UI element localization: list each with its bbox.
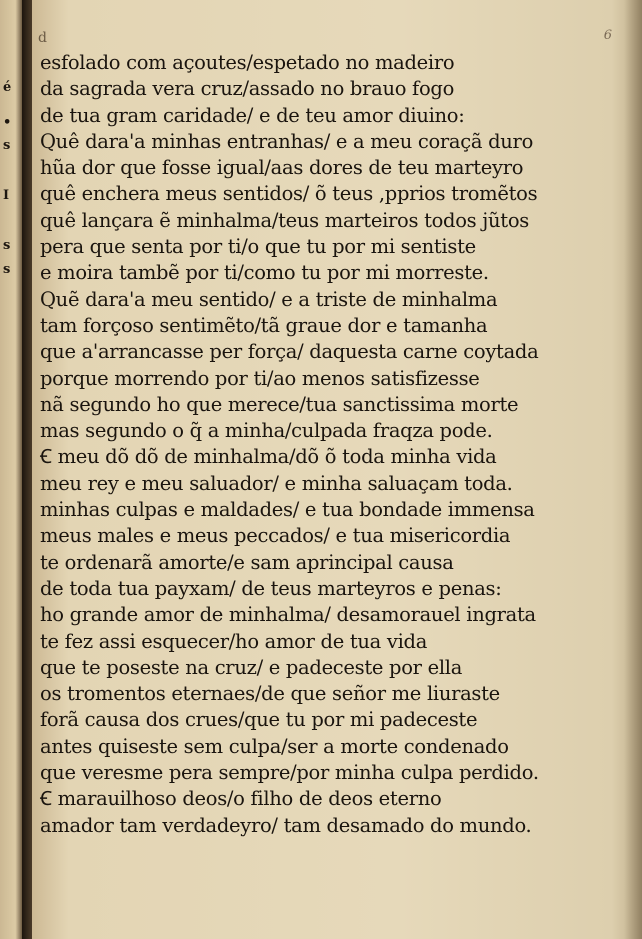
left-mark: s — [3, 262, 11, 277]
left-page-edge — [0, 0, 22, 939]
text-line: quê lançara ẽ minhalma/teus marteiros todos jũtos — [40, 208, 529, 232]
text-line: forã causa dos crues/que tu por mi padeceste — [40, 708, 478, 732]
text-line: quê enchera meus sentidos/ õ teus ,pprios tromẽtos — [40, 182, 538, 206]
text-line: de tua gram caridade/ e de teu amor diuino: — [40, 103, 465, 127]
page-corner-mark: 6 — [603, 28, 612, 43]
text-line: ho grande amor de minhalma/ desamorauel ingrata — [40, 603, 536, 627]
text-line: pera que senta por ti/o que tu por mi sentiste — [40, 235, 476, 259]
text-line: esfolado com açoutes/espetado no madeiro — [40, 51, 455, 74]
text-line: de toda tua payxam/ de teus marteyros e penas: — [40, 576, 502, 600]
left-mark: s — [3, 238, 11, 253]
text-line: Ꞓ marauilhoso deos/o filho de deos eterno — [40, 787, 442, 811]
text-block — [40, 50, 580, 839]
text-line: que veresme pera sempre/por minha culpa perdido. — [40, 761, 539, 785]
text-line: tam forçoso sentimẽto/tã graue dor e tamanha — [40, 313, 488, 337]
text-line: e moira tambẽ por ti/como tu por mi morreste. — [40, 261, 489, 285]
text-line: que te poseste na cruz/ e padeceste por ella — [40, 655, 463, 679]
left-page-marks — [0, 70, 22, 310]
text-line: minhas culpas e maldades/ e tua bondade immensa — [40, 498, 535, 522]
text-line: mas segundo o q̃ a minha/culpada fraqza pode. — [40, 419, 493, 443]
text-line: meus males e meus peccados/ e tua misericordia — [40, 524, 511, 548]
folio-mark: d — [38, 30, 47, 46]
book-gutter — [22, 0, 32, 939]
text-line: Quẽ dara'a meu sentido/ e a triste de minhalma — [40, 287, 498, 311]
text-line: meu rey e meu saluador/ e minha saluaçam toda. — [40, 471, 513, 495]
text-line: te fez assi esquecer/ho amor de tua vida — [40, 629, 428, 653]
left-mark: • — [3, 115, 12, 130]
text-line: porque morrendo por ti/ao menos satisfizesse — [40, 366, 480, 390]
text-line: da sagrada vera cruz/assado no brauo fogo — [40, 77, 455, 101]
left-mark: I — [3, 188, 10, 203]
text-line: que a'arrancasse per força/ daquesta carne coytada — [40, 340, 539, 364]
text-line: amador tam verdadeyro/ tam desamado do mundo. — [40, 813, 532, 837]
text-line: hũa dor que fosse igual/aas dores de teu marteyro — [40, 156, 524, 180]
text-line: os tromentos eternaes/de que señor me liuraste — [40, 682, 500, 706]
text-line: nã segundo ho que merece/tua sanctissima morte — [40, 392, 519, 416]
text-line: te ordenarã amorte/e sam aprincipal causa — [40, 550, 454, 574]
left-mark: é — [3, 80, 12, 95]
left-mark: s — [3, 138, 11, 153]
text-line: Quê dara'a minhas entranhas/ e a meu coraçã duro — [40, 129, 534, 153]
text-line: antes quiseste sem culpa/ser a morte condenado — [40, 734, 509, 758]
text-line: Ꞓ meu dõ dõ de minhalma/dõ õ toda minha vida — [40, 445, 497, 469]
